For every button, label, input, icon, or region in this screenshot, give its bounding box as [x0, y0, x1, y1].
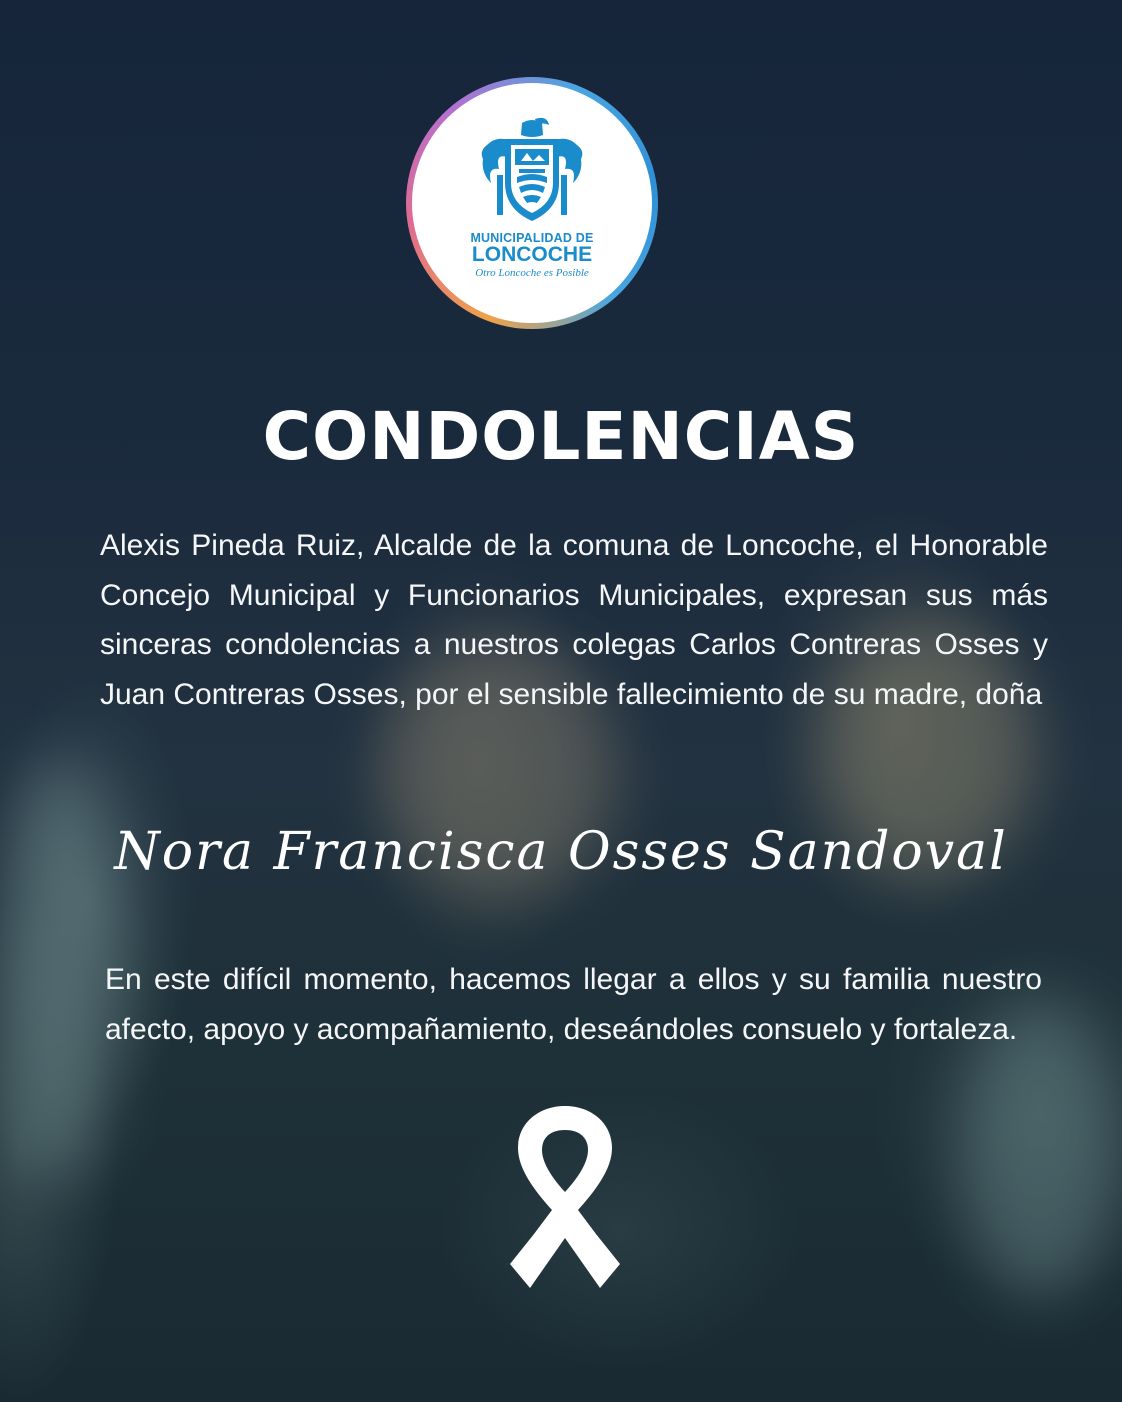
page-title: CONDOLENCIAS — [262, 398, 860, 475]
deceased-name: Nora Francisca Osses Sandoval — [114, 822, 1008, 882]
condolence-message: Alexis Pineda Ruiz, Alcalde de la comuna de Loncoche, el Honorable Concejo Municipal y Funcionarios Municipales, expresan sus más sinceras condolencias a nuestros colegas Carlos Contreras Osses y Juan Contreras Osses, por el sensible fallecimiento de su madre, doña — [100, 529, 1048, 711]
mourning-ribbon-icon — [500, 1100, 630, 1292]
municipal-crest-icon — [477, 117, 587, 227]
municipality-logo — [406, 77, 658, 329]
logo-badge — [412, 83, 652, 323]
logo-municipality-label: MUNICIPALIDAD DE — [470, 231, 594, 245]
closing-message: En este difícil momento, hacemos llegar a ellos y su familia nuestro afecto, apoyo y acompañamiento, deseándoles consuelo y fortaleza. — [105, 963, 1042, 1046]
logo-slogan: Otro Loncoche es Posible — [475, 267, 589, 279]
logo-town-name: LONCOCHE — [471, 243, 593, 266]
